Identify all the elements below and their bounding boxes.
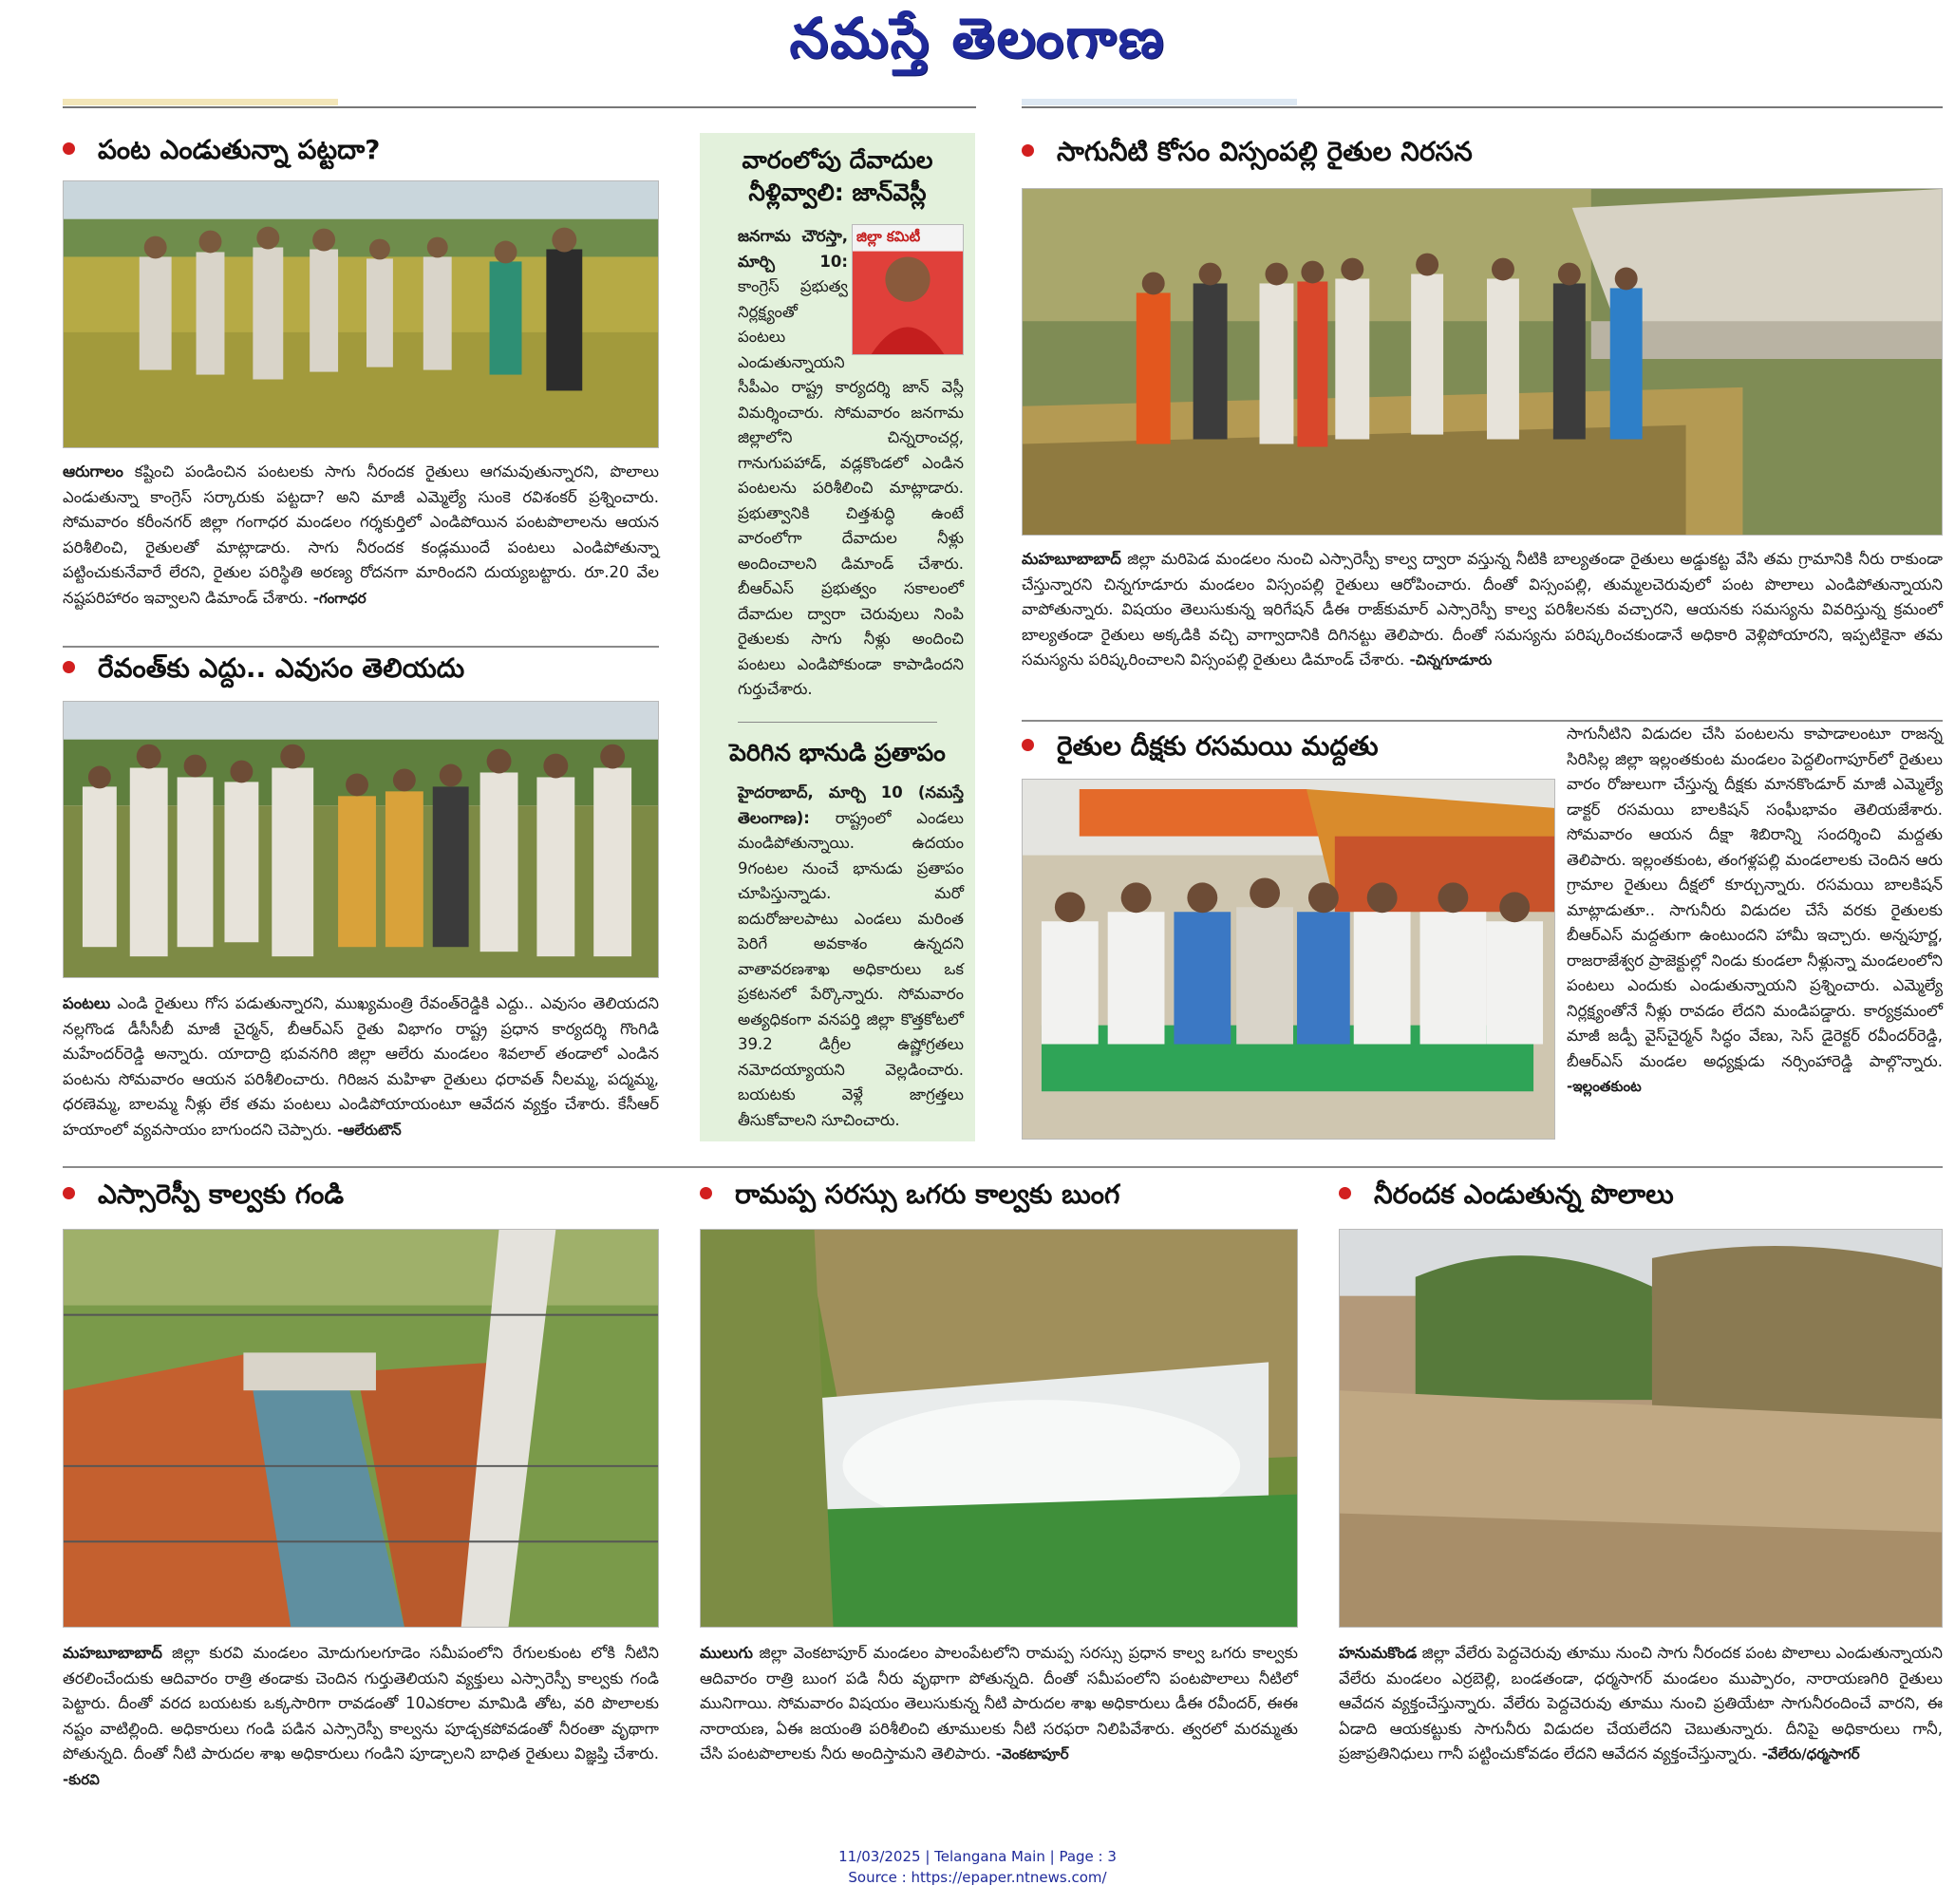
accent-bar-left bbox=[63, 99, 338, 105]
dateline-s3: జనగామ చౌరస్తా, మార్చి 10: bbox=[738, 227, 848, 271]
credit-s5: -చిన్నగూడూరు bbox=[1409, 651, 1493, 669]
photo-s6-protest-camp bbox=[1022, 779, 1555, 1140]
photo-s7-canal-breach bbox=[63, 1229, 659, 1628]
credit-s7: -కురవి bbox=[63, 1770, 100, 1788]
photo-s3-badge: జిల్లా కమిటీ bbox=[856, 228, 921, 245]
headline-s2: రేవంత్‌కు ఎద్దు.. ఎవుసం తెలియదు bbox=[63, 651, 464, 686]
headline-s8: రామప్ప సరస్సు ఒగరు కాల్వకు బుంగ bbox=[700, 1178, 1119, 1212]
body-s7: మహబూబాబాద్ జిల్లా కురవి మండలం మోదుగులగూడెం సమీపంలోని రేగులకుంట లోకి నీటిని తరలించేందుకు ఆదివారం రాత్రి తండాకు చెందిన గుర్తుతెలియని వ్యక్తులు ఎస్సారెస్పీ కాల్వకు గండి పెట్టారు. దీంతో వరద బయటకు ఒక్కసారిగా రావడంతో 10ఎకరాల మామిడి తోట, వరి పొలాలకు నష్టం వాటిల్లింది. అధికారులు గండి పడిన ఎస్సారెస్పీ కాల్వను పూడ్చకపోవడంతో నీరంతా వృథాగా పోతున్నది. దీంతో నీటి పారుదల శాఖ అధికారులు గండిని పూడ్చాలని బాధిత రైతులు విజ్ఞప్తి చేశారు. -కురవి bbox=[63, 1644, 659, 1788]
accent-bar-right bbox=[1022, 99, 1297, 105]
body-s1: ఆరుగాలం కష్టించి పండించిన పంటలకు సాగు నీరందక రైతులు ఆగమవుతున్నారని, పొలాలు ఎండుతున్నా కాంగ్రెస్ సర్కారుకు పట్టదా? అని మాజీ ఎమ్మెల్యే సుంకె రవిశంకర్ ప్రశ్నించారు. సోమవారం కరీంనగర్ జిల్లా గంగాధర మండలం గర్శకుర్తిలో ఎండిపోయిన పంటపొలాలను ఆయన పరిశీలించి, రైతులతో మాట్లాడారు. సాగు నీరందక కండ్లముందే పంటలు ఎండిపోతున్నా పట్టించుకునేవారే లేరని, రైతుల పరిస్థితి అరణ్య రోదనగా మారిందని దుయ్యబట్టారు. రూ.20 వేల నష్టపరిహారం ఇవ్వాలని డిమాండ్ చేశారు. -గంగాధర bbox=[63, 462, 659, 607]
body-s2: పంటలు ఎండి రైతులు గోస పడుతున్నారని, ముఖ్యమంత్రి రేవంత్‌రెడ్డికి ఎద్దు.. ఎవుసం తెలియదని నల్లగొండ డీసీసీబీ మాజీ చైర్మన్, బీఆర్‌ఎస్ రైతు విభాగం రాష్ట్ర ప్రధాన కార్యదర్శి గొంగిడి మహేందర్‌రెడ్డి అన్నారు. యాదాద్రి భువనగిరి జిల్లా ఆలేరు మండలం శివలాల్ తండాలో ఎండిన పంటను సోమవారం ఆయన పరిశీలించారు. గిరిజన మహిళా రైతులు ధరావత్ నీలమ్మ, పద్మమ్మ, ధరణెమ్మ, బాలమ్మ నీళ్లు లేక తమ పంటలు ఎండిపోయాయంటూ ఆవేదన వ్యక్తం చేశారు. కేసీఆర్ హయాంలో వ్యవసాయం బాగుందని చెప్పారు. -ఆలేరుటౌన్ bbox=[63, 994, 659, 1139]
lead-s5: మహబూబాబాద్ bbox=[1022, 550, 1121, 568]
body-s6: సాగునీటిని విడుదల చేసి పంటలను కాపాడాలంటూ రాజన్న సిరిసిల్ల జిల్లా ఇల్లంతకుంట మండలం పెద్దలింగాపూర్‌లో రైతులు వారం రోజులుగా చేస్తున్న దీక్షకు మానకొండూర్ మాజీ ఎమ్మెల్యే డాక్టర్ రసమయి బాలకిషన్ సంఘీభావం తెలియజేశారు. సోమవారం ఆయన దీక్షా శిబిరాన్ని సందర్శించి మద్దతు తెలిపారు. ఇల్లంతకుంట, తంగళ్లపల్లి మండలాలకు చెందిన ఆరు గ్రామాల రైతులు దీక్షలో కూర్చున్నారు. రసమయి బాలకిషన్ మాట్లాడుతూ.. సాగునీరు విడుదల చేసే వరకు రైతులకు బీఆర్‌ఎస్ మద్దతుగా ఉంటుందని హామీ ఇచ్చారు. అన్నపూర్ణ, రాజరాజేశ్వర ప్రాజెక్టుల్లో నిండు కుండలా నీళ్లున్నా మండలంలోని పంటలు ఎందుకు ఎండుతున్నాయని ప్రశ్నించారు. ఎమ్మెల్యే నిర్లక్ష్యంతోనే నీళ్లు రావడం లేదని మండిపడ్డారు. కార్యక్రమంలో మాజీ జడ్పీ వైస్‌చైర్మన్ సిద్ధం వేణు, సెస్ డైరెక్టర్ రవీందర్‌రెడ్డి, బీఆర్‌ఎస్ మండల అధ్యక్షుడు నర్సింహారెడ్డి పాల్గొన్నారు. -ఇల్లంతకుంట bbox=[1567, 725, 1943, 1095]
body-s8: ములుగు జిల్లా వెంకటాపూర్ మండలం పాలంపేటలోని రామప్ప సరస్సు ప్రధాన కాల్వ ఒగరు కాల్వకు ఆదివారం రాత్రి బుంగ పడి నీరు వృథాగా పోతున్నది. దీంతో సమీపంలోని పంటపొలాలు నీటిలో మునిగాయి. సోమవారం విషయం తెలుసుకున్న నీటి పారుదల శాఖ అధికారులు డీఈ రవీందర్, ఈఈ నారాయణ, ఏఈ జయంతి పరిశీలించి తూములకు నీటి సరఫరా నిలిపివేశారు. త్వరలో మరమ్మతు చేసి పంటపొలాలకు నీరు అందిస్తామని తెలిపారు. -వెంకటాపూర్ bbox=[700, 1644, 1298, 1763]
divider bbox=[63, 646, 659, 648]
lead-s9: హనుమకొండ bbox=[1339, 1644, 1418, 1662]
dateline-s4: హైదరాబాద్, మార్చి 10 (నమస్తే తెలంగాణ): bbox=[738, 783, 964, 827]
credit-s9: -వేలేరు/ధర్మసాగర్ bbox=[1761, 1745, 1860, 1763]
top-rule-right bbox=[1022, 106, 1943, 108]
credit-s2: -ఆలేరుటౌన్ bbox=[337, 1121, 402, 1139]
lead-s1: ఆరుగాలం bbox=[63, 462, 123, 481]
photo-s5-canal-protest bbox=[1022, 188, 1943, 536]
headline-s9: నీరందక ఎండుతున్న పొలాలు bbox=[1339, 1178, 1674, 1212]
body-s9: హనుమకొండ జిల్లా వేలేరు పెద్దచెరువు తూము నుంచి సాగు నీరందక పంట పొలాలు ఎండుతున్నాయని వేలేరు మండలం ఎర్రబెల్లి, బండతండా, ధర్మసాగర్ మండలం ముప్పారం, నారాయణగిరి రైతులు ఆవేదన వ్యక్తంచేస్తున్నారు. వేలేరు పెద్దచెరువు తూము నుంచి ప్రతియేటా సాగునీరందించే వారని, ఈ ఏడాది ఆయకట్టుకు సాగునీరు విడుదల చేయలేదని చెబుతున్నారు. దీనిపై అధికారులు గానీ, ప్రజాప్రతినిధులు గానీ పట్టించుకోవడం లేదని ఆవేదన వ్యక్తంచేస్తున్నారు. -వేలేరు/ధర్మసాగర్ bbox=[1339, 1644, 1943, 1763]
bullet-icon bbox=[700, 1187, 712, 1199]
photo-s9-dry-field bbox=[1339, 1229, 1943, 1628]
headline-s4: పెరిగిన భానుడి ప్రతాపం bbox=[729, 739, 946, 766]
body-s4: హైదరాబాద్, మార్చి 10 (నమస్తే తెలంగాణ): రాష్ట్రంలో ఎండలు మండిపోతున్నాయి. ఉదయం 9గంటల నుంచే భానుడు ప్రతాపం చూపిస్తున్నాడు. మరో ఐదురోజులపాటు ఎండలు మరింత పెరిగే అవకాశం ఉన్నదని వాతావరణశాఖ అధికారులు ఒక ప్రకటనలో పేర్కొన్నారు. సోమవారం అత్యధికంగా వనపర్తి జిల్లా కొత్తకోటలో 39.2 డిగ్రీల ఉష్ణోగ్రతలు నమోదయ్యాయని వెల్లడించారు. బయటకు వెళ్లే జాగ్రత్తలు తీసుకోవాలని సూచించారు. bbox=[738, 783, 964, 1129]
bullet-icon bbox=[1022, 144, 1034, 157]
body-s5: మహబూబాబాద్ జిల్లా మరిపెడ మండలం నుంచి ఎస్సారెస్పీ కాల్వ ద్వారా వస్తున్న నీటికి బాల్యతండా రైతులు అడ్డుకట్ట వేసి తమ గ్రామానికి నీరు రాకుండా చేస్తున్నారని చిన్నగూడూరు మండలం విస్సంపల్లి రైతులు ఆరోపించారు. దీంతో విస్సంపల్లి, తుమ్మలచెరువులో పంట పొలాలు ఎండిపోతున్నాయని వాపోతున్నారు. విషయం తెలుసుకున్న ఇరిగేషన్ డీఈ రాజ్‌కుమార్ ఎస్సారెస్పీ కాల్వ పరిశీలనకు వచ్చారని, ఆయనకు సమస్యను వివరిస్తున్న క్రమంలో బాల్యతండా రైతులు అక్కడికి వచ్చి వాగ్వాదానికి దిగినట్టు తెలిపారు. దీంతో సమస్యను పరిష్కరించకుండానే అధికారి వెళ్లిపోయారని, ఇప్పటికైనా తమ సమస్యను పరిష్కరించాలని విస్సంపల్లి రైతులు డిమాండ్ చేశారు. -చిన్నగూడూరు bbox=[1022, 550, 1943, 669]
credit-s1: -గంగాధర bbox=[312, 589, 367, 607]
lead-s2: పంటలు bbox=[63, 994, 111, 1012]
photo-s8-water-leak bbox=[700, 1229, 1298, 1628]
bullet-icon bbox=[63, 142, 75, 155]
photo-s1-field-visit bbox=[63, 180, 659, 448]
credit-s8: -వెంకటాపూర్ bbox=[995, 1745, 1069, 1763]
masthead-title: నమస్తే తెలంగాణ bbox=[789, 6, 1166, 70]
bullet-icon bbox=[1022, 739, 1034, 751]
lead-s8: ములుగు bbox=[700, 1644, 753, 1662]
headline-s3: వారంలోపు దేవాదుల నీళ్లివ్వాలి: జాన్‌వెస్లీ bbox=[742, 146, 933, 206]
headline-s1: పంట ఎండుతున్నా పట్టదా? bbox=[63, 133, 380, 167]
body-s3: జనగామ చౌరస్తా, మార్చి 10: కాంగ్రెస్ ప్రభుత్వ నిర్లక్ష్యంతో పంటలు ఎండుతున్నాయని సీపీఎం రాష్ట్ర కార్యదర్శి జాన్ వెస్లీ విమర్శించారు. సోమవారం జనగామ జిల్లాలోని చిన్నరాంచర్ల, గానుగుపహాడ్, వడ్లకొండలో ఎండిన పంటలను పరిశీలించి మాట్లాడారు. ప్రభుత్వానికి చిత్తశుద్ధి ఉంటే వారంలోగా దేవాదుల నీళ్లు అందించాలని డిమాండ్ చేశారు. బీఆర్‌ఎస్ ప్రభుత్వం సకాలంలో దేవాదుల ద్వారా చెరువులు నింపి రైతులకు సాగు నీళ్లు అందించి పంటలు ఎండిపోకుండా కాపాడిందని గుర్తుచేశారు. bbox=[738, 224, 964, 703]
bullet-icon bbox=[1339, 1187, 1351, 1199]
lead-s7: మహబూబాబాద్ bbox=[63, 1644, 162, 1662]
credit-s6: -ఇల్లంతకుంట bbox=[1567, 1078, 1642, 1095]
footer-date-line: 11/03/2025 | Telangana Main | Page : 3 bbox=[838, 1848, 1117, 1865]
top-rule-left bbox=[63, 106, 976, 108]
photo-float-spacer bbox=[848, 224, 964, 365]
headline-s6: రైతుల దీక్షకు రసమయి మద్దతు bbox=[1022, 729, 1379, 763]
divider bbox=[738, 722, 937, 723]
headline-s7: ఎస్సారెస్పీ కాల్వకు గండి bbox=[63, 1178, 344, 1212]
footer-source-link[interactable]: Source : https://epaper.ntnews.com/ bbox=[848, 1869, 1107, 1886]
sidebar-box bbox=[700, 133, 975, 1141]
photo-s2-field-visit bbox=[63, 701, 659, 978]
bullet-icon bbox=[63, 1187, 75, 1199]
divider bbox=[63, 1166, 1943, 1168]
headline-s5: సాగునీటి కోసం విస్సంపల్లి రైతుల నిరసన bbox=[1022, 135, 1473, 169]
bullet-icon bbox=[63, 661, 75, 673]
